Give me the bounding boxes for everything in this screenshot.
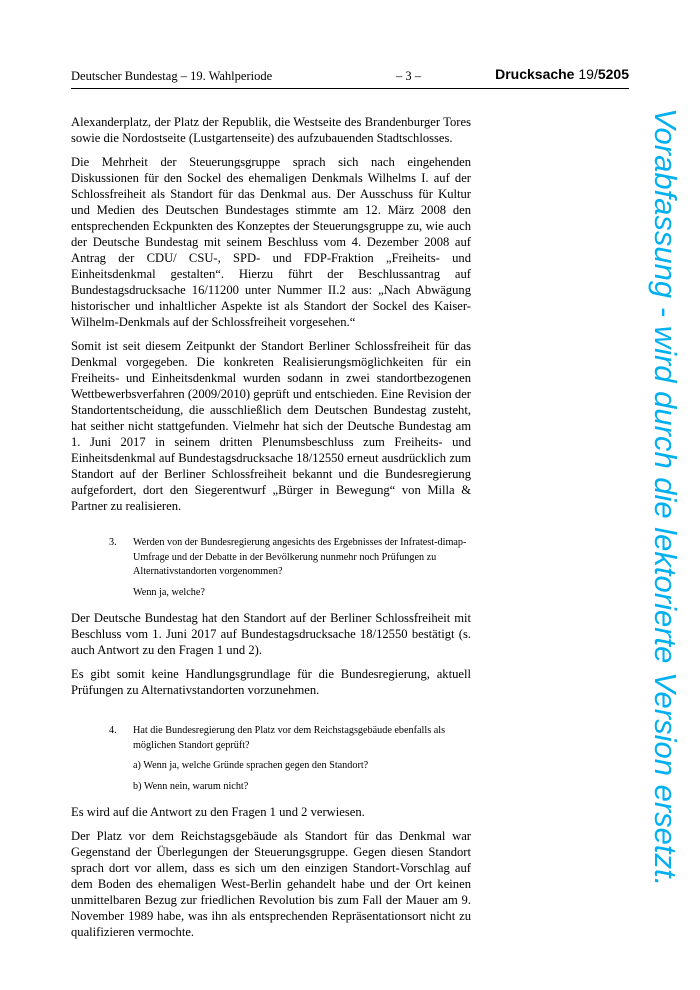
page-header xyxy=(71,66,629,89)
paragraph: Alexanderplatz, der Platz der Republik, die Westseite des Brandenburger Tores sowie die Nordostseite (Lustgartenseite) des aufzubauenden Stadtschlosses. xyxy=(71,115,471,145)
question-subtext-a: a) Wenn ja, welche Gründe sprachen gegen den Standort? xyxy=(133,760,369,771)
document-label: Drucksache xyxy=(495,66,575,82)
question-subtext-b: b) Wenn nein, warum nicht? xyxy=(133,780,249,792)
question-text: Hat die Bundesregierung den Platz vor dem Reichstagsgebäude ebenfalls als möglichen Standort geprüft? xyxy=(133,725,446,751)
question-subtext: Wenn ja, welche? xyxy=(133,586,205,598)
question-4 xyxy=(71,724,471,794)
page-number: – 3 – xyxy=(396,69,421,83)
answer-paragraph: Es wird auf die Antwort zu den Fragen 1 und 2 verwiesen. xyxy=(71,805,365,819)
document-number xyxy=(495,66,629,82)
draft-watermark: Vorabfassung - wird durch die lektorierte Version ersetzt. xyxy=(648,108,683,887)
answer-paragraph: Der Platz vor dem Reichstagsgebäude als Standort für das Denkmal war Gegenstand der Überlegungen der Steuerungsgruppe. Gegen diesen Standort sprach dort vor allem, dass es sich um den einzigen Standort-Vorschlag auf dem Boden des ehemaligen West-Berlin gehandelt habe und der Ort keinen unmittelbaren Bezug zur friedlichen Revolution bis zum Fall der Mauer am 9. November 1989 habe, was ihn als entsprechenden Repräsentationsort nicht zu qualifizieren vermochte. xyxy=(71,829,471,939)
answer-paragraph: Der Deutsche Bundestag hat den Standort auf der Berliner Schlossfreiheit mit Beschluss vom 1. Juni 2017 auf Bundestagsdrucksache 18/12550 bestätigt (s. auch Antwort zu den Fragen 1 und 2). xyxy=(71,611,471,657)
document-number-prefix: 19/ xyxy=(578,66,598,82)
question-number: 3. xyxy=(109,537,117,548)
document-number-value: 5205 xyxy=(597,66,629,82)
question-number: 4. xyxy=(109,725,117,736)
paragraph: Die Mehrheit der Steuerungsgruppe sprach sich nach eingehenden Diskussionen für den Sockel des ehemaligen Denkmals Wilhelms I. auf der Schlossfreiheit als Standort für das Denkmal aus. Der Ausschuss für Kultur und Medien des Deutschen Bundestages stimmte am 12. März 2008 den entsprechenden Eckpunkten des Konzeptes der Steuerungsgruppe zu, wie auch der Deutsche Bundestag mit seinem Beschluss vom 4. Dezember 2008 auf Antrag der CDU/ CSU-, SPD- und FDP-Fraktion „Freiheits- und Einheitsdenkmal gestalten“. Hierzu führt der Beschlussantrag auf Bundestagsdrucksache 16/11200 unter Nummer II.2 aus: „Nach Abwägung historischer und inhaltlicher Aspekte ist als Standort der Sockel des Kaiser-Wilhelm-Denkmals auf der Schlossfreiheit vorgesehen.“ xyxy=(71,155,471,329)
question-text: Werden von der Bundesregierung angesichts des Ergebnisses der Infratest-dimap-Umfrage und der Debatte in der Bevölkerung nunmehr noch Prüfungen zu Alternativstandorten vorgenommen? xyxy=(133,537,467,577)
paragraph: Somit ist seit diesem Zeitpunkt der Standort Berliner Schlossfreiheit für das Denkmal vorgegeben. Die konkreten Realisierungsmöglichkeiten für ein Freiheits- und Einheitsdenkmal wurden sodann in zwei standortbezogenen Wettbewerbsverfahren (2009/2010) geprüft und entschieden. Eine Revision der Standortentscheidung, die ausschließlich dem Deutschen Bundestag zusteht, hat seither nicht stattgefunden. Vielmehr hat sich der Deutsche Bundestag am 1. Juni 2017 in seinem dritten Plenumsbeschluss zum Freiheits- und Einheitsdenkmal auf Bundestagsdrucksache 18/12550 erneut ausdrücklich zum Standort auf der Berliner Schlossfreiheit bekannt und die Bundesregierung aufgefordert, dort den Siegerentwurf „Bürger in Bewegung“ von Milla & Partner zu realisieren. xyxy=(71,339,471,513)
question-3 xyxy=(71,536,471,600)
document-body xyxy=(71,114,471,948)
answer-paragraph: Es gibt somit keine Handlungsgrundlage für die Bundesregierung, aktuell Prüfungen zu Alternativstandorten vorzunehmen. xyxy=(71,667,471,697)
header-publication: Deutscher Bundestag – 19. Wahlperiode xyxy=(71,69,273,83)
